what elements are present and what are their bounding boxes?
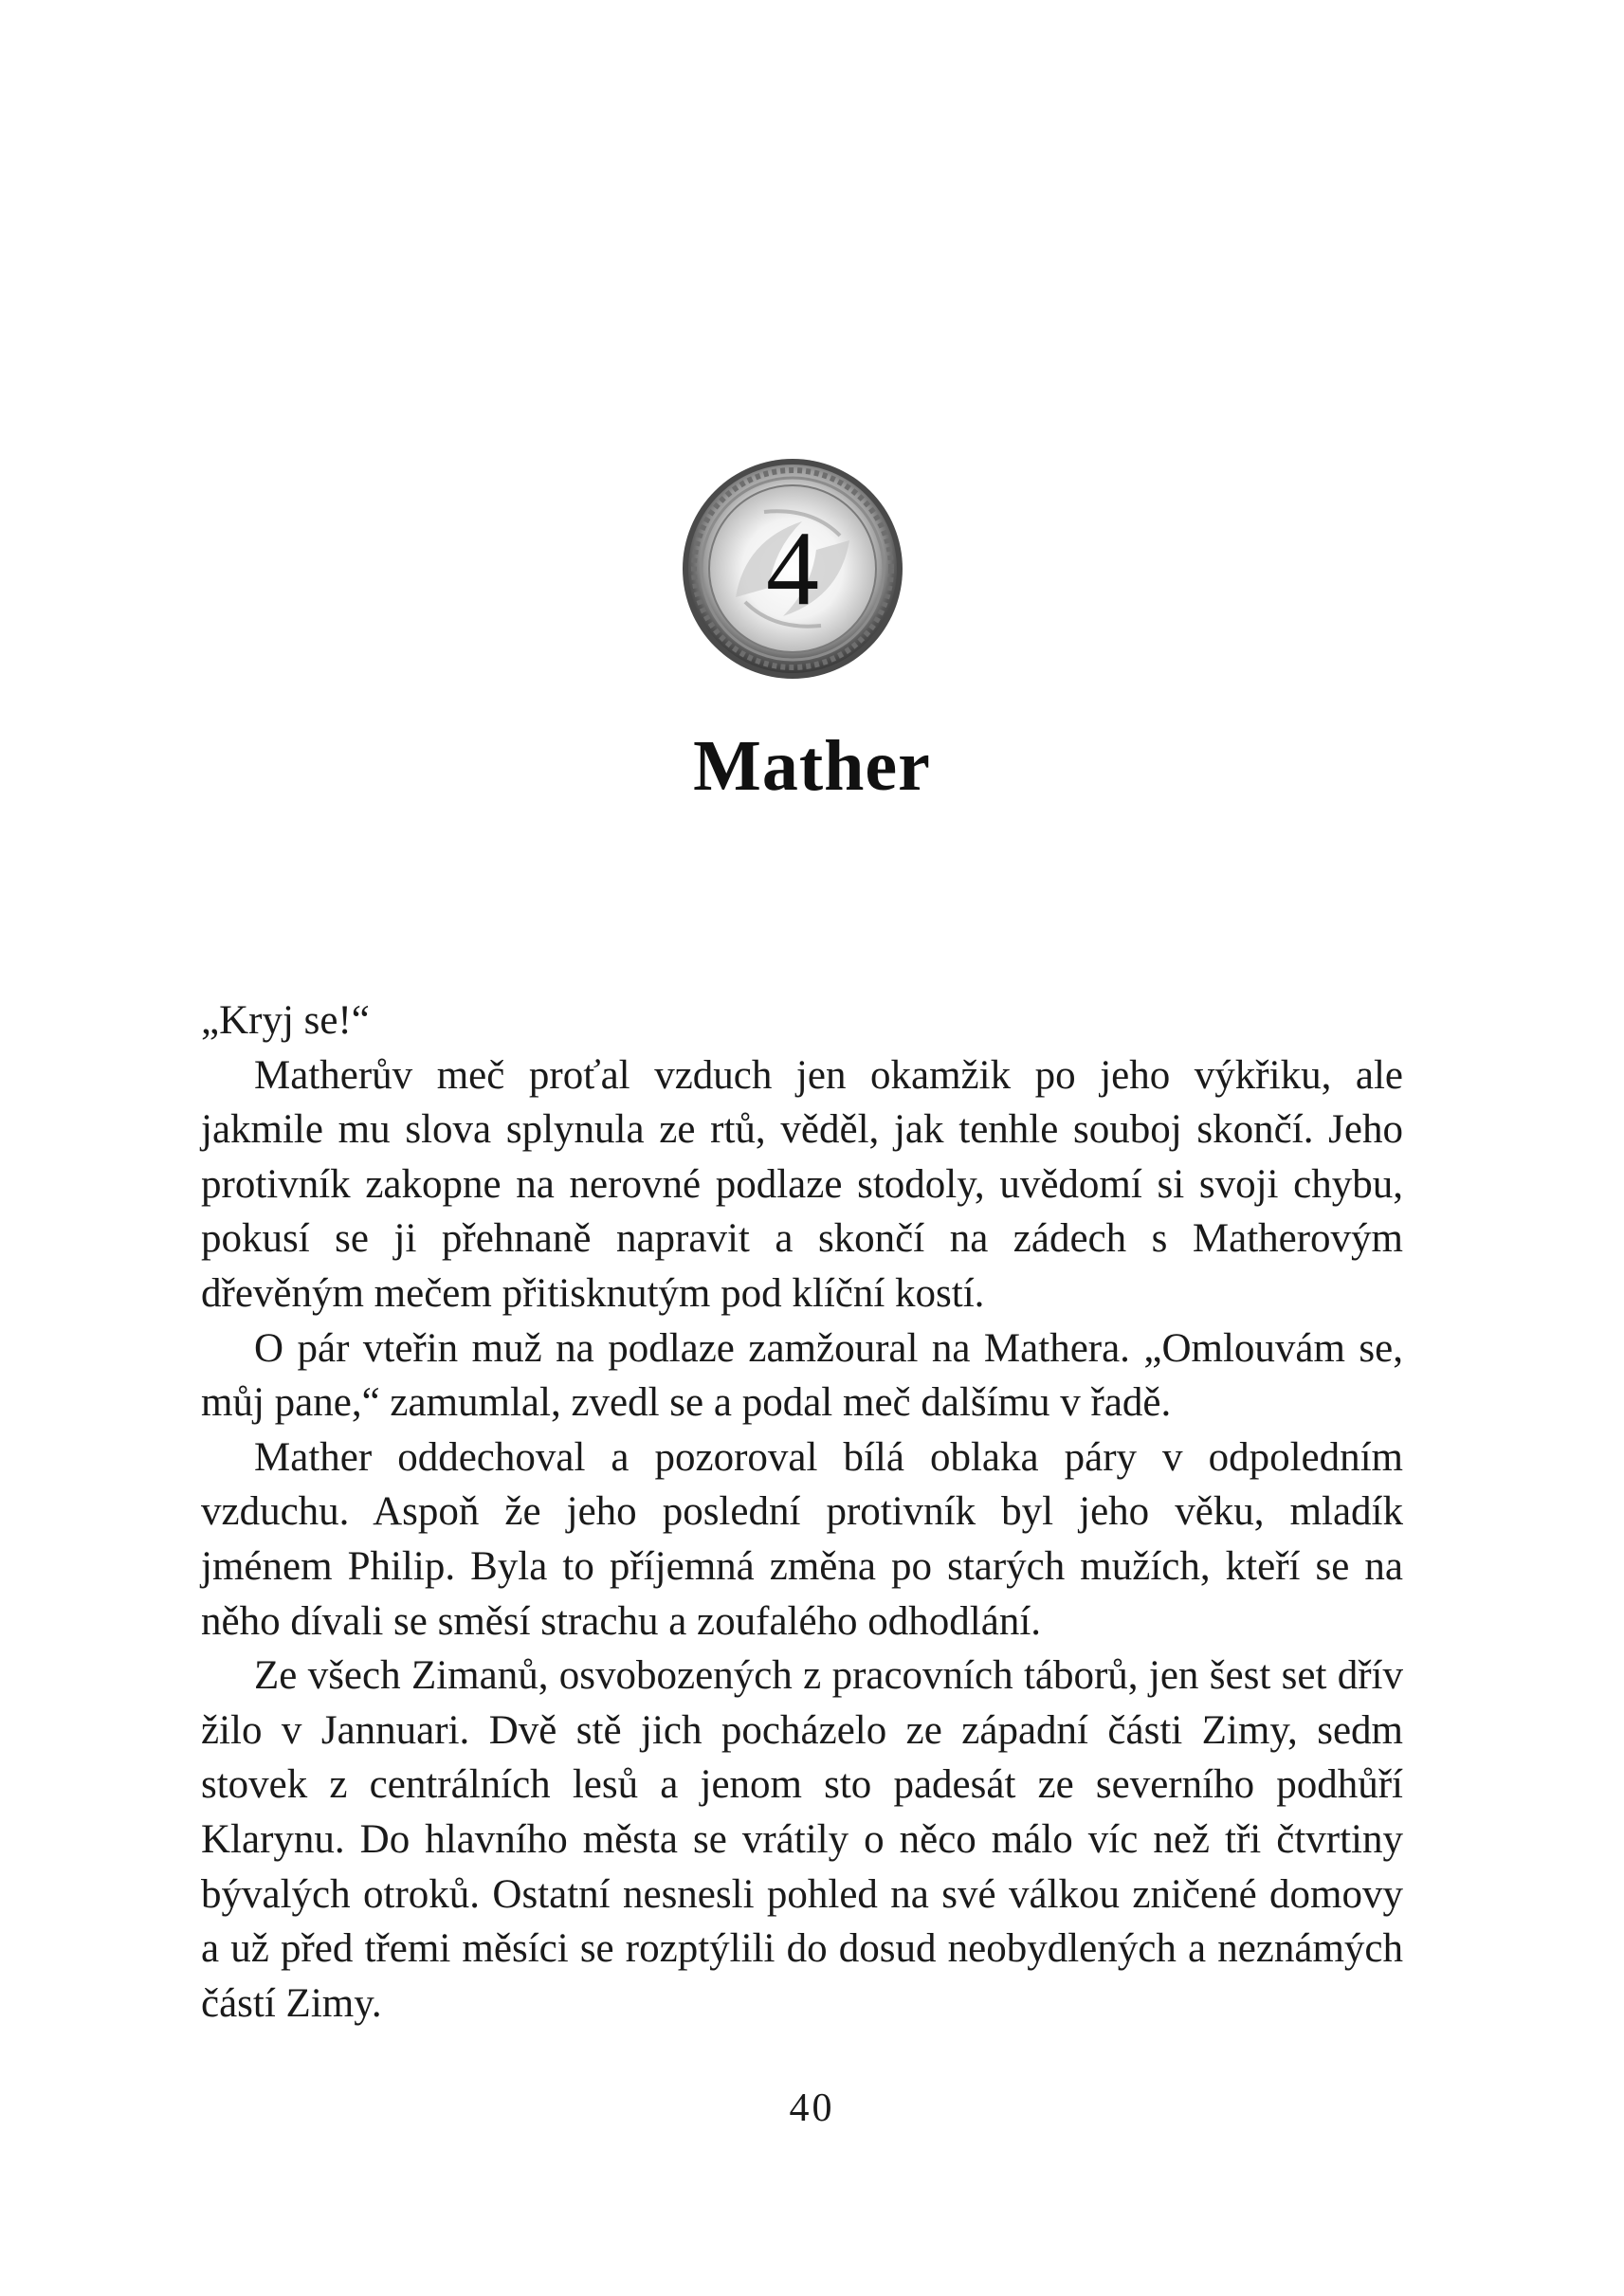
page-number: 40: [789, 2086, 835, 2130]
chapter-title: Mather: [693, 726, 931, 806]
paragraph: O pár vteřin muž na podlaze zamžoural na Mathera. „Omlouvám se, můj pane,“ zamumlal, zvedl se a podal meč dalšímu v řadě.: [201, 1325, 1403, 1426]
chapter-number: 4: [766, 510, 819, 628]
paragraph: Ze všech Zimanů, osvobozených z pracovních táborů, jen šest set dřív žilo v Jannuari. Dvě stě jich pocházelo ze západní části Zimy, sedm stovek z centrálních lesů a jenom sto padesát ze severního podhůří Klarynu. Do hlavního města se vrátily o něco málo víc než tři čtvrtiny bývalých otroků. Ostatní nesnesli pohled na své válkou zničené domovy a už před třemi měsíci se rozptýlili do dosud neobydlených a neznámých částí Zimy.: [201, 1653, 1403, 2026]
paragraph: Mather oddechoval a pozoroval bílá oblaka páry v odpoledním vzduchu. Aspoň že jeho poslední protivník byl jeho věku, mladík jménem Philip. Byla to příjemná změna po starých mužích, kteří se na něho dívali se směsí strachu a zoufalého odhodlání.: [201, 1434, 1403, 1644]
chapter-body: [201, 993, 1403, 2031]
paragraph: Matherův meč proťal vzduch jen okamžik po jeho výkřiku, ale jakmile mu slova splynula ze rtů, věděl, jak tenhle souboj skončí. Jeho protivník zakopne na nerovné podlaze stodoly, uvědomí si svoji chybu, pokusí se ji přehnaně napravit a skončí na zádech s Matherovým dřevěným mečem přitisknutým pod klíční kostí.: [201, 1052, 1403, 1316]
paragraph: „Kryj se!“: [201, 998, 370, 1043]
